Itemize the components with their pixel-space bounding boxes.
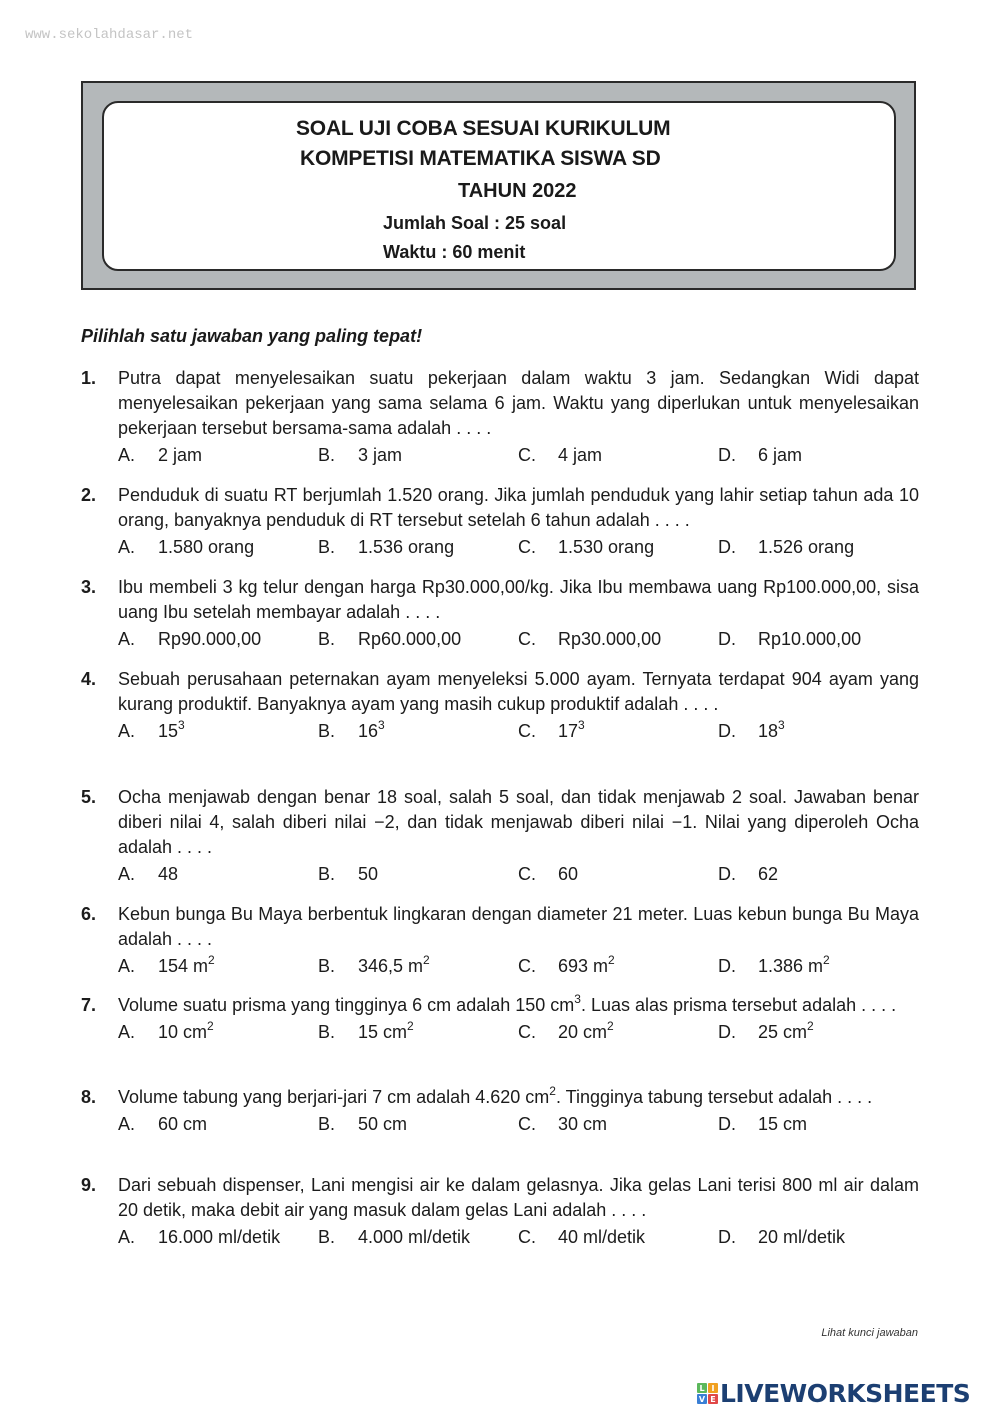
option-value: 16.000 ml/detik <box>158 1227 281 1247</box>
question-text <box>118 993 919 1018</box>
answer-options <box>118 627 919 652</box>
option-value: Rp90.000,00 <box>158 629 262 649</box>
header-year: TAHUN 2022 <box>458 180 577 202</box>
option-letter: C. <box>518 956 536 976</box>
option-b[interactable] <box>318 719 385 744</box>
option-b[interactable] <box>318 862 378 887</box>
option-letter: C. <box>518 629 536 649</box>
question-text: Kebun bunga Bu Maya berbentuk lingkaran dengan diameter 21 meter. Luas kebun bunga Bu Maya adalah . . . . <box>118 904 919 949</box>
option-letter: B. <box>318 629 336 649</box>
option-value: 1.386 m <box>758 956 824 976</box>
option-c[interactable] <box>518 954 615 979</box>
logo-text: LIVEWORKSHEETS <box>720 1379 971 1408</box>
option-letter: A. <box>118 537 136 557</box>
option-letter: B. <box>318 1227 336 1247</box>
option-letter: C. <box>518 1022 536 1042</box>
question-text-part: . Luas alas prisma tersebut adalah . . . . <box>580 995 897 1015</box>
option-value: 15 cm <box>358 1022 408 1042</box>
option-value: 3 jam <box>358 445 403 465</box>
option-value: 48 <box>158 864 179 884</box>
option-c[interactable] <box>518 719 585 744</box>
question-text-part: Volume tabung yang berjari-jari 7 cm adalah 4.620 cm <box>118 1087 550 1107</box>
question-5 <box>81 785 919 887</box>
question-text: Sebuah perusahaan peternakan ayam menyeleksi 5.000 ayam. Ternyata terdapat 904 ayam yang kurang produktif. Banyaknya ayam yang masih cukup produktif adalah . . . . <box>118 669 919 714</box>
option-value: 10 cm <box>158 1022 208 1042</box>
option-value: Rp60.000,00 <box>358 629 462 649</box>
option-value: 17 <box>558 721 579 741</box>
logo-icon <box>697 1383 718 1404</box>
question-text: Ibu membeli 3 kg telur dengan harga Rp30.000,00/kg. Jika Ibu membawa uang Rp100.000,00, sisa uang Ibu setelah membayar adalah . . . . <box>118 577 919 622</box>
option-c[interactable] <box>518 627 661 652</box>
option-d[interactable] <box>718 1020 814 1045</box>
header-title-line1: SOAL UJI COBA SESUAI KURIKULUM <box>296 117 671 140</box>
option-value: 18 <box>758 721 779 741</box>
question-1 <box>81 366 919 468</box>
answer-options <box>118 862 919 887</box>
option-value: 16 <box>358 721 379 741</box>
option-letter: A. <box>118 1114 136 1134</box>
option-exponent: 2 <box>423 953 430 967</box>
option-letter: D. <box>718 537 736 557</box>
option-letter: C. <box>518 445 536 465</box>
option-letter: D. <box>718 864 736 884</box>
option-letter: D. <box>718 721 736 741</box>
option-value: 15 <box>158 721 179 741</box>
option-a[interactable] <box>118 443 202 468</box>
option-value: 346,5 m <box>358 956 424 976</box>
header-question-count: Jumlah Soal : 25 soal <box>383 213 567 233</box>
question-4 <box>81 667 919 744</box>
option-exponent: 2 <box>407 1019 414 1033</box>
header-title-line2: KOMPETISI MATEMATIKA SISWA SD <box>300 147 661 170</box>
option-value: 693 m <box>558 956 609 976</box>
answer-options <box>118 954 919 979</box>
option-a[interactable] <box>118 719 185 744</box>
option-d[interactable] <box>718 719 785 744</box>
option-exponent: 3 <box>178 718 185 732</box>
option-letter: D. <box>718 1227 736 1247</box>
option-value: 50 cm <box>358 1114 408 1134</box>
option-a[interactable] <box>118 1112 207 1137</box>
option-value: 25 cm <box>758 1022 808 1042</box>
option-value: 50 <box>358 864 379 884</box>
option-exponent: 3 <box>578 718 585 732</box>
option-value: 1.530 orang <box>558 537 655 557</box>
option-b[interactable] <box>318 1112 407 1137</box>
option-letter: B. <box>318 721 336 741</box>
option-letter: B. <box>318 956 336 976</box>
question-2 <box>81 483 919 560</box>
question-number: 9. <box>81 1175 97 1195</box>
option-letter: C. <box>518 537 536 557</box>
question-exponent: 3 <box>574 992 581 1006</box>
option-letter: B. <box>318 445 336 465</box>
question-number: 4. <box>81 669 97 689</box>
option-letter: D. <box>718 1114 736 1134</box>
question-9 <box>81 1173 919 1250</box>
option-b[interactable] <box>318 627 461 652</box>
option-value: 4 jam <box>558 445 603 465</box>
option-value: 20 cm <box>558 1022 608 1042</box>
question-3 <box>81 575 919 652</box>
answer-key-link[interactable]: Lihat kunci jawaban <box>821 1327 918 1339</box>
option-d[interactable] <box>718 627 861 652</box>
option-c[interactable] <box>518 862 578 887</box>
option-letter: A. <box>118 629 136 649</box>
answer-options <box>118 443 919 468</box>
instruction: Pilihlah satu jawaban yang paling tepat! <box>81 326 423 346</box>
option-b[interactable] <box>318 535 454 560</box>
option-value: 60 cm <box>158 1114 208 1134</box>
option-exponent: 2 <box>607 1019 614 1033</box>
option-letter: C. <box>518 864 536 884</box>
option-letter: D. <box>718 1022 736 1042</box>
option-letter: D. <box>718 445 736 465</box>
option-letter: B. <box>318 1114 336 1134</box>
option-exponent: 2 <box>208 953 215 967</box>
option-letter: A. <box>118 864 136 884</box>
option-d[interactable] <box>718 862 778 887</box>
option-d[interactable] <box>718 535 854 560</box>
option-c[interactable] <box>518 1112 607 1137</box>
option-value: 60 <box>558 864 579 884</box>
option-exponent: 2 <box>608 953 615 967</box>
option-letter: C. <box>518 1114 536 1134</box>
option-d[interactable] <box>718 1225 845 1250</box>
answer-options <box>118 535 919 560</box>
option-value: Rp30.000,00 <box>558 629 662 649</box>
option-letter: A. <box>118 1022 136 1042</box>
option-c[interactable] <box>518 1020 614 1045</box>
option-letter: A. <box>118 1227 136 1247</box>
option-letter: B. <box>318 1022 336 1042</box>
option-value: 62 <box>758 864 779 884</box>
option-a[interactable] <box>118 535 254 560</box>
option-letter: A. <box>118 956 136 976</box>
option-d[interactable] <box>718 1112 807 1137</box>
question-number: 8. <box>81 1087 97 1107</box>
option-value: 6 jam <box>758 445 803 465</box>
question-text <box>118 1085 919 1110</box>
option-value: 1.580 orang <box>158 537 255 557</box>
option-exponent: 2 <box>823 953 830 967</box>
option-d[interactable] <box>718 443 802 468</box>
option-exponent: 2 <box>807 1019 814 1033</box>
liveworksheets-logo <box>697 1379 970 1408</box>
watermark-url: www.sekolahdasar.net <box>25 27 194 43</box>
option-value: 2 jam <box>158 445 203 465</box>
option-value: 154 m <box>158 956 209 976</box>
header-box <box>81 81 916 290</box>
logo-letter-v: V <box>698 1394 706 1404</box>
option-letter: A. <box>118 721 136 741</box>
question-number: 1. <box>81 368 97 388</box>
logo-letter-e: E <box>708 1394 718 1404</box>
option-letter: C. <box>518 1227 536 1247</box>
option-c[interactable] <box>518 1225 645 1250</box>
question-number: 3. <box>81 577 97 597</box>
option-c[interactable] <box>518 443 602 468</box>
question-7 <box>81 993 919 1045</box>
option-c[interactable] <box>518 535 654 560</box>
question-number: 2. <box>81 485 97 505</box>
option-a[interactable] <box>118 1020 214 1045</box>
question-number: 5. <box>81 787 97 807</box>
option-d[interactable] <box>718 954 830 979</box>
option-value: 1.526 orang <box>758 537 855 557</box>
option-value: 4.000 ml/detik <box>358 1227 471 1247</box>
option-value: 40 ml/detik <box>558 1227 646 1247</box>
question-8 <box>81 1085 919 1137</box>
question-text-part: . Tingginya tabung tersebut adalah . . . . <box>555 1087 873 1107</box>
option-b[interactable] <box>318 954 430 979</box>
answer-options <box>118 1112 919 1137</box>
option-b[interactable] <box>318 443 402 468</box>
question-exponent: 2 <box>549 1084 556 1098</box>
option-value: 1.536 orang <box>358 537 455 557</box>
option-exponent: 3 <box>778 718 785 732</box>
question-6 <box>81 902 919 979</box>
option-a[interactable] <box>118 1225 280 1250</box>
question-number: 7. <box>81 995 97 1015</box>
header-time: Waktu : 60 menit <box>383 242 526 262</box>
answer-options <box>118 1225 919 1250</box>
option-letter: B. <box>318 537 336 557</box>
option-b[interactable] <box>318 1020 414 1045</box>
option-b[interactable] <box>318 1225 470 1250</box>
option-letter: A. <box>118 445 136 465</box>
question-number: 6. <box>81 904 97 924</box>
question-text: Dari sebuah dispenser, Lani mengisi air ke dalam gelasnya. Jika gelas Lani terisi 800 ml air dalam 20 detik, maka debit air yang masuk dalam gelas Lani adalah . . . . <box>118 1175 919 1220</box>
question-text: Putra dapat menyelesaikan suatu pekerjaan dalam waktu 3 jam. Sedangkan Widi dapat menyelesaikan pekerjaan yang sama selama 6 jam. Waktu yang diperlukan untuk menyelesaikan pekerjaan tersebut bersama-sama adalah . . . . <box>118 368 919 438</box>
option-value: Rp10.000,00 <box>758 629 862 649</box>
answer-options <box>118 719 919 744</box>
answer-options <box>118 1020 919 1045</box>
logo-letter-i: I <box>708 1383 718 1393</box>
option-value: 20 ml/detik <box>758 1227 846 1247</box>
option-exponent: 2 <box>207 1019 214 1033</box>
option-value: 15 cm <box>758 1114 808 1134</box>
option-letter: D. <box>718 629 736 649</box>
question-text: Penduduk di suatu RT berjumlah 1.520 orang. Jika jumlah penduduk yang lahir setiap tahun ada 10 orang, banyaknya penduduk di RT tersebut setelah 6 tahun adalah . . . . <box>118 485 919 530</box>
option-letter: D. <box>718 956 736 976</box>
logo-letter-l: L <box>697 1383 707 1393</box>
option-a[interactable] <box>118 954 215 979</box>
option-a[interactable] <box>118 627 261 652</box>
question-text-part: Volume suatu prisma yang tingginya 6 cm adalah 150 cm <box>118 995 575 1015</box>
option-letter: C. <box>518 721 536 741</box>
option-value: 30 cm <box>558 1114 608 1134</box>
option-a[interactable] <box>118 862 178 887</box>
header-inner-panel <box>102 101 896 271</box>
option-exponent: 3 <box>378 718 385 732</box>
question-text: Ocha menjawab dengan benar 18 soal, salah 5 soal, dan tidak menjawab 2 soal. Jawaban benar diberi nilai 4, salah diberi nilai −2, dan tidak menjawab diberi nilai −1. Nilai yang diperoleh Ocha adalah . . . . <box>118 787 919 857</box>
option-letter: B. <box>318 864 336 884</box>
